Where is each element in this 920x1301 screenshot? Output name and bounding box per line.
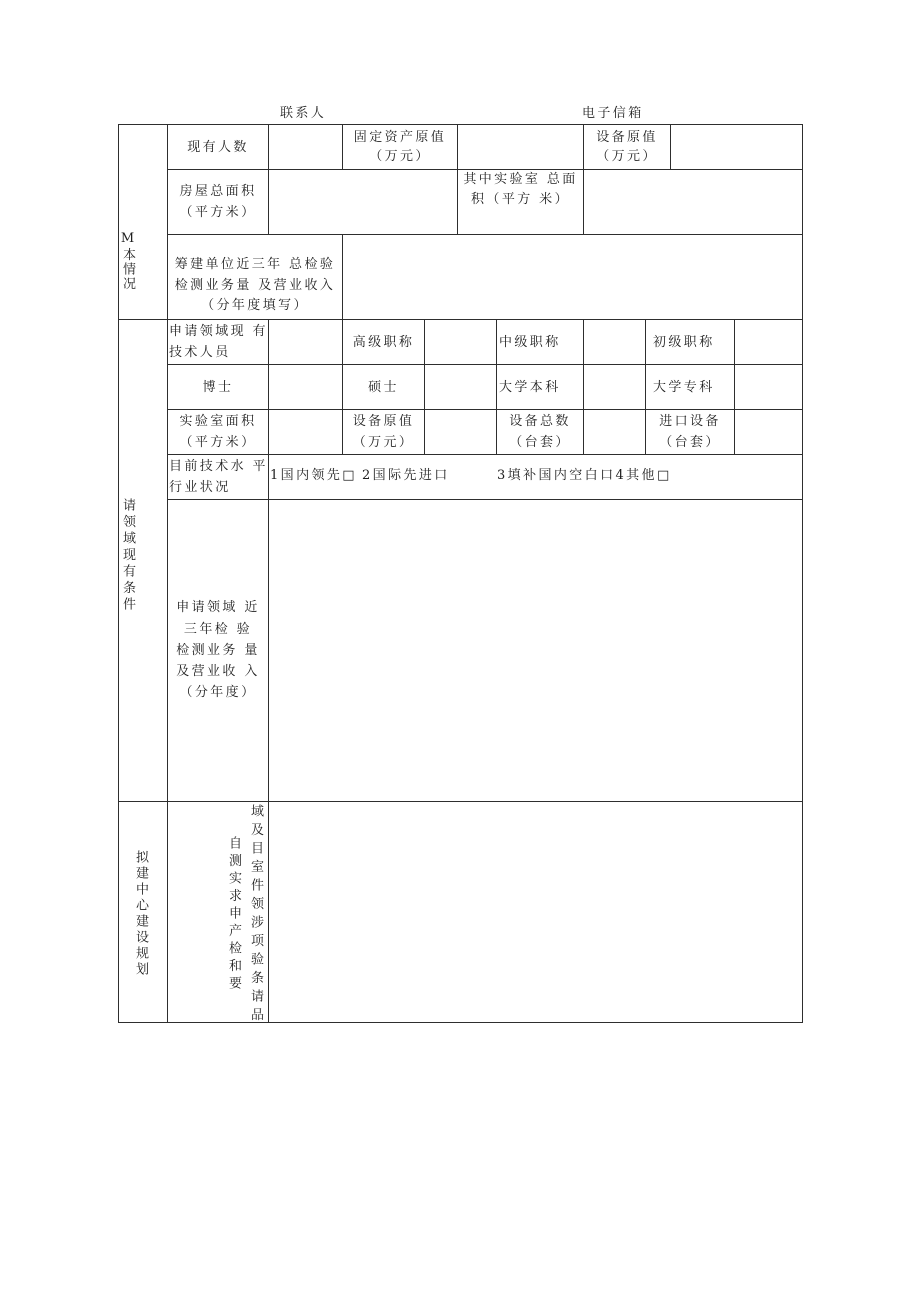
- tech-level-option-fill-gap-other: 3填补国内空白口4其他□: [497, 468, 672, 483]
- lab-area-2-label-cell: [167, 409, 269, 455]
- intermediate-title-label: 中级职称: [499, 334, 561, 350]
- lab-area-2-label-line: 实验室面积: [179, 414, 257, 429]
- bachelor-label-cell: [496, 364, 584, 410]
- fixed-assets-unit-line: （万元）: [369, 149, 431, 164]
- building-area-unit-line: （平方米）: [179, 205, 257, 220]
- imported-equipment-unit-line: （台套）: [659, 435, 721, 450]
- intermediate-title-value-cell: [583, 319, 646, 365]
- building-area-label-cell: [167, 169, 269, 235]
- building-area-label-line: 房屋总面积: [179, 184, 257, 199]
- master-label: 硕士: [368, 379, 399, 395]
- equipment-value-2-label-line: 设备原值: [352, 414, 415, 429]
- equipment-value-value-cell: [670, 124, 803, 170]
- field-business-volume-value-cell: [268, 499, 803, 802]
- lab-area-value-cell: [583, 169, 803, 235]
- bachelor-label: 大学本科: [499, 379, 561, 395]
- staff-count-label-cell: [167, 124, 269, 170]
- construction-plan-section-label: 拟建中心建设规划: [133, 850, 148, 978]
- business-volume-label-cell: [167, 234, 343, 320]
- fixed-assets-label-cell: [342, 124, 458, 170]
- plan-scope-label-column-right: 域及目室件领涉项验条请品: [248, 804, 263, 1026]
- tech-level-label-line-2: 行业状况: [169, 480, 231, 495]
- phd-label: 博士: [202, 379, 234, 395]
- college-value-cell: [734, 364, 803, 410]
- phd-label-cell: [167, 364, 269, 410]
- staff-count-value-cell: [268, 124, 343, 170]
- junior-title-label: 初级职称: [653, 334, 715, 350]
- field-conditions-section-cell: [118, 319, 168, 802]
- lab-area-unit-line: 积（平方 米）: [471, 192, 570, 207]
- imported-equipment-label-line: 进口设备: [659, 414, 721, 429]
- tech-level-label-line-1: 目前技术水 平: [169, 459, 268, 474]
- field-conditions-section-label: 请领域现有条件: [120, 498, 135, 614]
- plan-scope-value-cell: [268, 801, 803, 1023]
- equipment-count-value-cell: [583, 409, 646, 455]
- equipment-value-label-line: 设备原值: [596, 130, 658, 145]
- field-business-volume-line-2: 三年检 验: [183, 621, 253, 637]
- bachelor-value-cell: [583, 364, 646, 410]
- equipment-value-2-value-cell: [424, 409, 497, 455]
- business-volume-label-line-2: 检测业务量 及营业收入: [174, 277, 336, 293]
- lab-area-label-cell: [457, 169, 584, 235]
- lab-area-2-value-cell: [268, 409, 343, 455]
- field-business-volume-label-cell: [167, 499, 269, 802]
- equipment-count-unit-line: （台套）: [509, 435, 571, 450]
- junior-title-label-cell: [645, 319, 735, 365]
- imported-equipment-value-cell: [734, 409, 803, 455]
- college-label: 大学专科: [653, 379, 715, 395]
- lab-area-2-unit-line: （平方米）: [179, 435, 257, 450]
- tech-level-options-cell: [268, 454, 803, 500]
- tech-staff-label-line-1: 申请领域现 有: [169, 324, 268, 339]
- field-business-volume-line-3: 检测业务 量: [176, 642, 260, 658]
- contact-person-label: 联系人: [280, 106, 327, 121]
- tech-staff-value-cell: [268, 319, 343, 365]
- equipment-value-label-cell: [583, 124, 671, 170]
- basic-info-section-label: M本情况: [120, 231, 135, 291]
- plan-scope-label-cell: [167, 801, 269, 1026]
- tech-level-option-international-advanced: 2国际先进口: [362, 468, 450, 483]
- senior-title-value-cell: [424, 319, 497, 365]
- tech-staff-label-line-2: 技术人员: [169, 345, 231, 360]
- business-volume-label-line-3: （分年度填写）: [201, 298, 309, 313]
- business-volume-label-line-1: 筹建单位近三年 总检验: [174, 257, 336, 272]
- email-label: 电子信箱: [582, 106, 644, 121]
- master-value-cell: [424, 364, 497, 410]
- staff-count-label: 现有人数: [187, 139, 249, 155]
- lab-area-label-line: 其中实验室 总面: [463, 172, 578, 187]
- senior-title-label-cell: [342, 319, 425, 365]
- field-business-volume-line-5: （分年度）: [179, 685, 257, 701]
- equipment-value-2-unit-line: （万元）: [352, 435, 415, 450]
- junior-title-value-cell: [734, 319, 803, 365]
- fixed-assets-label-line: 固定资产原值: [353, 130, 447, 145]
- equipment-value-2-label-cell: [342, 409, 425, 455]
- master-label-cell: [342, 364, 425, 410]
- plan-scope-label-column-left: 自测实求申产检和要: [226, 836, 241, 994]
- field-business-volume-line-1: 申请领域 近: [176, 600, 260, 616]
- tech-staff-label-cell: [167, 319, 269, 365]
- equipment-value-unit-line: （万元）: [596, 149, 658, 164]
- building-area-value-cell: [268, 169, 458, 235]
- imported-equipment-label-cell: [645, 409, 735, 455]
- equipment-count-label-cell: [496, 409, 584, 455]
- college-label-cell: [645, 364, 735, 410]
- tech-level-option-domestic-leading: 1国内领先□: [270, 468, 357, 483]
- senior-title-label: 高级职称: [352, 334, 415, 350]
- tech-level-label-cell: [167, 454, 269, 500]
- equipment-count-label-line: 设备总数: [509, 414, 571, 429]
- fixed-assets-value-cell: [457, 124, 584, 170]
- phd-value-cell: [268, 364, 343, 410]
- construction-plan-section-cell: [118, 801, 168, 1023]
- field-business-volume-line-4: 及营业收 入: [176, 664, 260, 680]
- business-volume-value-cell: [342, 234, 803, 320]
- intermediate-title-label-cell: [496, 319, 584, 365]
- basic-info-section-cell: [118, 124, 168, 320]
